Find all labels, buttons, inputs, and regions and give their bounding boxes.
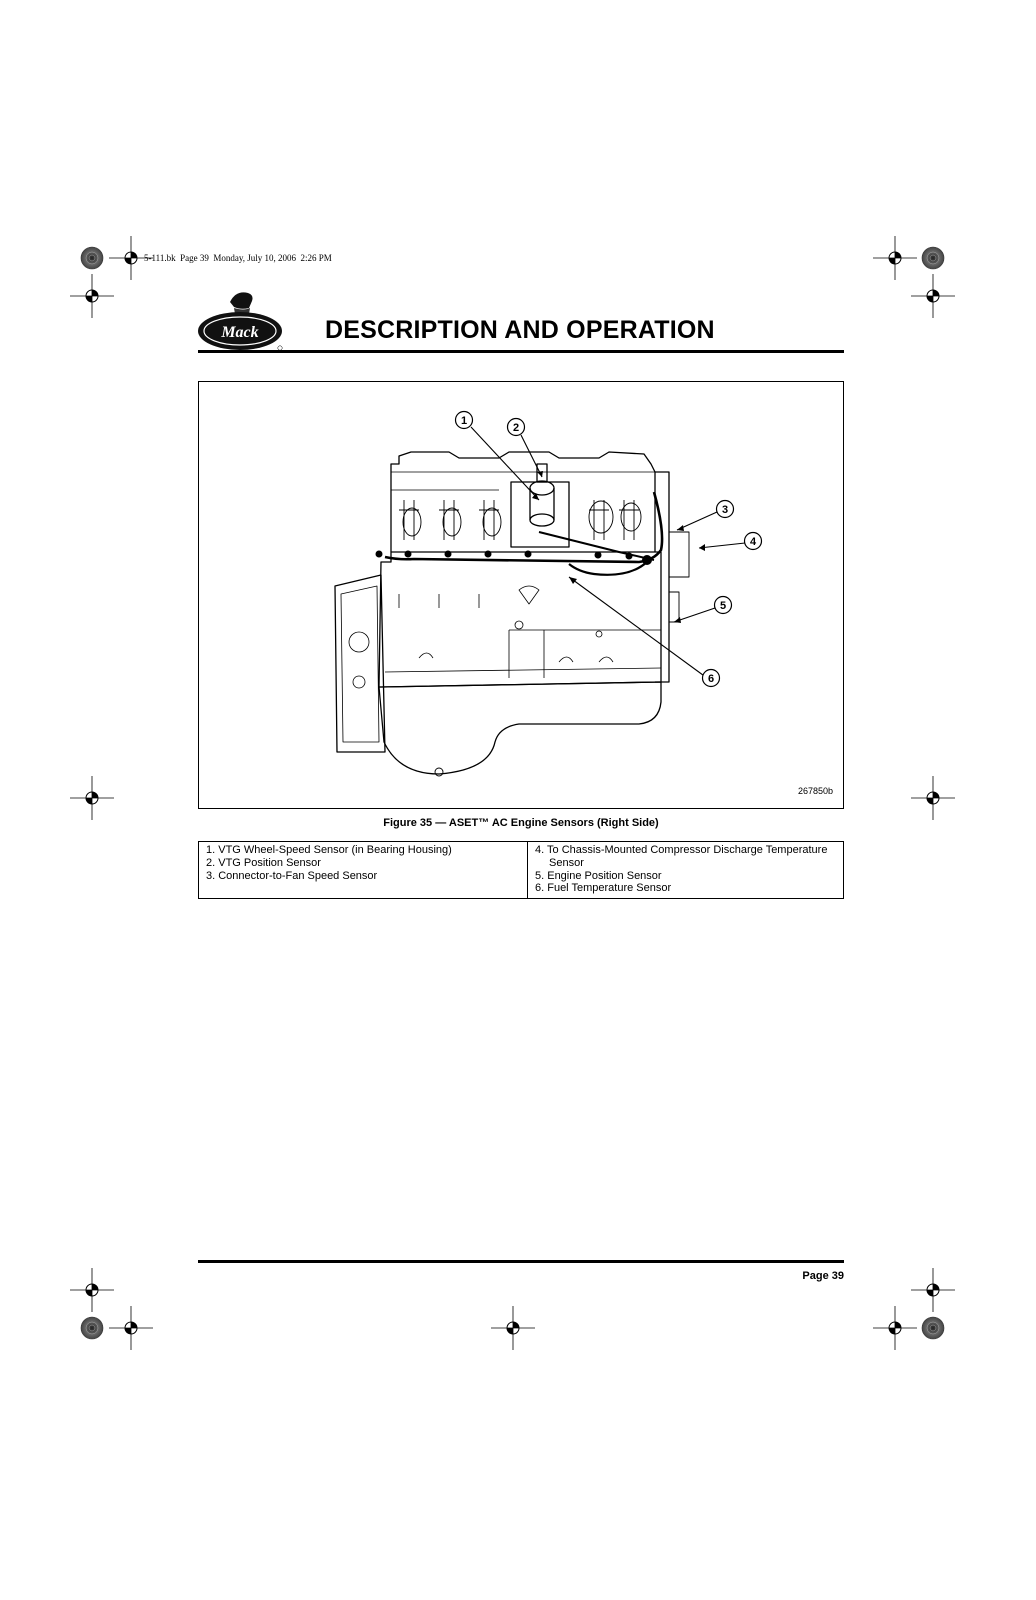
legend-item: 2. VTG Position Sensor <box>206 856 321 869</box>
page-title: DESCRIPTION AND OPERATION <box>325 316 715 344</box>
registration-disc <box>81 247 103 269</box>
bulldog-icon <box>230 292 253 308</box>
legend-column-left <box>199 842 528 898</box>
registration-crosshair <box>70 1268 114 1312</box>
callout-6 <box>703 670 720 687</box>
callout-5 <box>715 597 732 614</box>
figure-caption: Figure 35 — ASET™ AC Engine Sensors (Right Side) <box>383 817 659 829</box>
callout-2 <box>508 419 525 436</box>
legend-item: 3. Connector-to-Fan Speed Sensor <box>206 869 378 882</box>
legend-column-right <box>528 842 843 898</box>
injector-group <box>399 500 641 540</box>
registration-crosshair <box>70 776 114 820</box>
callout-3 <box>717 501 734 518</box>
registration-crosshair <box>491 1306 535 1350</box>
svg-text:6: 6 <box>707 673 715 685</box>
registration-disc <box>922 247 944 269</box>
mack-logo <box>196 286 288 356</box>
oil-pan <box>379 682 661 774</box>
figure-image-code: 267850b <box>797 786 833 796</box>
svg-text:3: 3 <box>721 504 729 516</box>
svg-text:5: 5 <box>719 600 727 612</box>
registration-disc <box>922 1317 944 1339</box>
registration-crosshair <box>911 1268 955 1312</box>
svg-text:4: 4 <box>749 536 757 548</box>
print-slug: 5-111.bk Page 39 Monday, July 10, 2006 2:26 PM <box>144 253 332 263</box>
legend-item: 1. VTG Wheel-Speed Sensor (in Bearing Housing) <box>206 844 452 856</box>
engine-block <box>379 552 661 687</box>
legend-item: 4. To Chassis-Mounted Compressor Discharge Temperature <box>535 844 828 856</box>
figure-box <box>198 381 844 809</box>
registration-crosshair <box>109 1306 153 1350</box>
legend-table <box>198 841 844 899</box>
legend-item: 6. Fuel Temperature Sensor <box>535 882 672 895</box>
footer-rule <box>198 1260 844 1263</box>
registration-crosshair <box>873 236 917 280</box>
registration-crosshair <box>911 274 955 318</box>
registration-disc <box>81 1317 103 1339</box>
page-number: Page 39 <box>802 1270 844 1282</box>
svg-text:1: 1 <box>460 415 468 427</box>
cylinder-head <box>391 452 655 552</box>
registration-crosshair <box>873 1306 917 1350</box>
legend-item-continuation: Sensor <box>549 856 584 869</box>
logo-text: Mack <box>221 324 259 341</box>
header-rule <box>198 350 844 353</box>
callout-4 <box>745 533 762 550</box>
callout-1 <box>456 412 473 429</box>
registration-crosshair <box>70 274 114 318</box>
engine-illustration <box>199 382 842 807</box>
svg-text:2: 2 <box>512 422 520 434</box>
legend-item: 5. Engine Position Sensor <box>535 869 662 882</box>
registration-crosshair <box>911 776 955 820</box>
